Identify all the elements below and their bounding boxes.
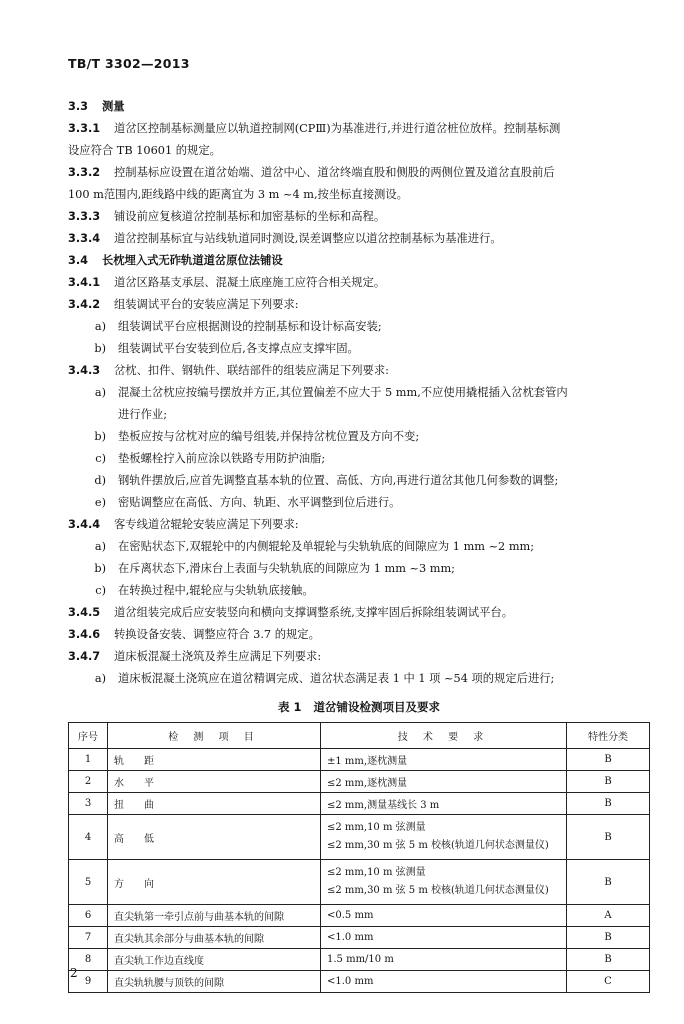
row-item: 水 平 — [108, 771, 321, 793]
row-item: 轨 距 — [108, 749, 321, 771]
clause-text: 岔枕、扣件、钢轨件、联结部件的组装应满足下列要求: — [114, 364, 389, 377]
requirement-line: ≤2 mm,10 m 弦测量 — [327, 867, 426, 878]
requirement-line: <1.0 mm — [327, 976, 374, 987]
clause-line — [68, 140, 650, 162]
list-item-label: c) — [95, 452, 106, 465]
list-item-text: 垫板螺栓拧入前应涂以铁路专用防护油脂; — [118, 452, 326, 465]
requirement-line: 1.5 mm/10 m — [327, 954, 394, 965]
table-header-text: 检 测 项 目 — [168, 732, 260, 743]
row-requirement — [321, 749, 567, 771]
row-requirement — [321, 793, 567, 815]
row-number: 6 — [69, 905, 108, 927]
clause-number: 3.3.1 — [68, 122, 101, 135]
list-item-text: 在斥离状态下,滑床台上表面与尖轨轨底的间隙应为 1 mm ~3 mm; — [118, 562, 455, 575]
clause-line — [68, 162, 650, 184]
list-item-label: c) — [95, 584, 106, 597]
row-requirement — [321, 905, 567, 927]
row-class: B — [567, 793, 650, 815]
clause-line — [68, 646, 650, 668]
list-item — [68, 580, 650, 602]
requirement-line: <0.5 mm — [327, 910, 374, 921]
section-heading — [68, 250, 650, 272]
inspection-table — [68, 722, 650, 993]
list-item — [68, 404, 650, 426]
table-row — [69, 927, 650, 949]
clause-number: 3.3.2 — [68, 166, 101, 179]
table-row — [69, 949, 650, 971]
list-item-text: 在转换过程中,辊轮应与尖轨轨底接触。 — [118, 584, 314, 597]
clause-number: 3.3.3 — [68, 210, 101, 223]
list-item — [68, 470, 650, 492]
clause-line — [68, 624, 650, 646]
row-class: A — [567, 905, 650, 927]
list-item-label: b) — [94, 342, 106, 355]
row-item: 直尖轨轨腰与顶铁的间隙 — [108, 971, 321, 993]
list-item — [68, 338, 650, 360]
requirement-line: ≤2 mm,30 m 弦 5 m 校核(轨道几何状态测量仪) — [327, 885, 549, 896]
list-item-text: 密贴调整应在高低、方向、轨距、水平调整到位后进行。 — [118, 496, 401, 509]
row-item: 直尖轨工作边直线度 — [108, 949, 321, 971]
row-requirement — [321, 815, 567, 860]
row-number: 3 — [69, 793, 108, 815]
list-item-label: a) — [94, 540, 106, 553]
clause-line — [68, 360, 650, 382]
row-item: 扭 曲 — [108, 793, 321, 815]
list-item — [68, 668, 650, 690]
table-header-cell — [69, 723, 108, 749]
clause-text: 控制基标应设置在道岔始端、道岔中心、道岔终端直股和侧股的两侧位置及道岔直股前后 — [114, 166, 555, 179]
clause-text: 道岔区路基支承层、混凝土底座施工应符合相关规定。 — [114, 276, 386, 289]
list-item-label: a) — [94, 320, 106, 333]
row-number: 5 — [69, 860, 108, 905]
list-item — [68, 558, 650, 580]
clause-line — [68, 228, 650, 250]
row-number: 2 — [69, 771, 108, 793]
section-title: 测量 — [101, 100, 125, 113]
row-number: 8 — [69, 949, 108, 971]
requirement-line: ≤2 mm,30 m 弦 5 m 校核(轨道几何状态测量仪) — [327, 840, 549, 851]
clause-number: 3.3.4 — [68, 232, 101, 245]
requirement-line: ≤2 mm,10 m 弦测量 — [327, 822, 426, 833]
row-class: B — [567, 771, 650, 793]
row-item: 方 向 — [108, 860, 321, 905]
list-item — [68, 536, 650, 558]
row-class: B — [567, 815, 650, 860]
table-caption-title: 道岔铺设检测项目及要求 — [313, 700, 440, 714]
list-item-text: 垫板应按与岔枕对应的编号组装,并保持岔枕位置及方向不变; — [118, 430, 420, 443]
clause-number: 3.4.6 — [68, 628, 101, 641]
row-requirement — [321, 860, 567, 905]
table-row — [69, 860, 650, 905]
list-item — [68, 492, 650, 514]
table-caption-number: 表 1 — [277, 700, 302, 714]
list-item-text: 道床板混凝土浇筑应在道岔精调完成、道岔状态满足表 1 中 1 项 ~54 项的规定后进行; — [118, 672, 555, 685]
clause-number: 3.4.2 — [68, 298, 101, 311]
table-row — [69, 905, 650, 927]
row-requirement — [321, 949, 567, 971]
list-item-label: a) — [94, 672, 106, 685]
clause-text: 100 m范围内,距线路中线的距离宜为 3 m ~4 m,按坐标直接测设。 — [68, 188, 408, 201]
list-item-text: 混凝土岔枕应按编号摆放并方正,其位置偏差不应大于 5 mm,不应使用撬棍插入岔枕套管内 — [118, 386, 568, 399]
table-row — [69, 815, 650, 860]
row-class: C — [567, 971, 650, 993]
list-item — [68, 448, 650, 470]
list-item-text: 组装调试平台应根据测设的控制基标和设计标高安装; — [118, 320, 382, 333]
table-header-text: 技 术 要 求 — [397, 732, 490, 743]
clause-text: 组装调试平台的安装应满足下列要求: — [114, 298, 299, 311]
table-header-cell — [321, 723, 567, 749]
row-class: B — [567, 749, 650, 771]
row-requirement — [321, 971, 567, 993]
clause-line — [68, 118, 650, 140]
row-number: 1 — [69, 749, 108, 771]
clause-number: 3.4.1 — [68, 276, 101, 289]
clause-line — [68, 294, 650, 316]
requirement-line: ±1 mm,逐枕测量 — [327, 756, 408, 767]
section-heading — [68, 96, 650, 118]
row-item: 直尖轨第一牵引点前与曲基本轨的间隙 — [108, 905, 321, 927]
row-number: 9 — [69, 971, 108, 993]
clause-line — [68, 272, 650, 294]
clause-text: 道岔控制基标宜与站线轨道同时测设,误差调整应以道岔控制基标为基准进行。 — [114, 232, 502, 245]
table-header-cell — [567, 723, 650, 749]
section-title: 长枕埋入式无砟轨道道岔原位法铺设 — [101, 254, 283, 267]
requirement-line: ≤2 mm,逐枕测量 — [327, 778, 408, 789]
list-item — [68, 316, 650, 338]
document-body — [68, 96, 650, 993]
list-item-text: 进行作业; — [118, 408, 167, 421]
table-row — [69, 749, 650, 771]
clause-number: 3.4.5 — [68, 606, 101, 619]
clause-line — [68, 514, 650, 536]
clause-text: 道床板混凝土浇筑及养生应满足下列要求: — [114, 650, 322, 663]
row-requirement — [321, 771, 567, 793]
clause-number: 3.4.3 — [68, 364, 101, 377]
table-header-row — [69, 723, 650, 749]
list-item — [68, 426, 650, 448]
row-class: B — [567, 927, 650, 949]
table-caption — [68, 696, 650, 718]
requirement-line: <1.0 mm — [327, 932, 374, 943]
clause-line — [68, 602, 650, 624]
table-row — [69, 771, 650, 793]
row-item: 高 低 — [108, 815, 321, 860]
clause-text: 铺设前应复核道岔控制基标和加密基标的坐标和高程。 — [114, 210, 386, 223]
list-item — [68, 382, 650, 404]
table-header-text: 序号 — [78, 732, 98, 743]
list-item-text: 钢轨件摆放后,应首先调整直基本轨的位置、高低、方向,再进行道岔其他几何参数的调整; — [118, 474, 559, 487]
table-header-cell — [108, 723, 321, 749]
row-number: 4 — [69, 815, 108, 860]
document-code: TB/T 3302—2013 — [68, 56, 190, 71]
section-number: 3.4 — [68, 254, 89, 267]
list-item-text: 组装调试平台安装到位后,各支撑点应支撑牢固。 — [118, 342, 359, 355]
list-item-label: b) — [94, 562, 106, 575]
clause-text: 道岔区控制基标测量应以轨道控制网(CPⅢ)为基准进行,并进行道岔桩位放样。控制基标测 — [114, 122, 561, 135]
table-row — [69, 793, 650, 815]
list-item-label: d) — [94, 474, 106, 487]
clause-number: 3.4.7 — [68, 650, 101, 663]
list-item-label: b) — [94, 430, 106, 443]
clause-line — [68, 206, 650, 228]
clause-line — [68, 184, 650, 206]
clause-text: 设应符合 TB 10601 的规定。 — [68, 144, 221, 157]
list-item-label: a) — [94, 386, 106, 399]
row-number: 7 — [69, 927, 108, 949]
requirement-line: ≤2 mm,测量基线长 3 m — [327, 800, 440, 811]
row-requirement — [321, 927, 567, 949]
row-class: B — [567, 949, 650, 971]
list-item-label: e) — [94, 496, 106, 509]
row-class: B — [567, 860, 650, 905]
clause-text: 转换设备安装、调整应符合 3.7 的规定。 — [114, 628, 320, 641]
page-number: 2 — [70, 966, 78, 980]
table-header-text: 特性分类 — [588, 732, 628, 743]
clause-number: 3.4.4 — [68, 518, 101, 531]
clause-text: 客专线道岔辊轮安装应满足下列要求: — [114, 518, 299, 531]
clause-text: 道岔组装完成后应安装竖向和横向支撑调整系统,支撑牢固后拆除组装调试平台。 — [114, 606, 513, 619]
row-item: 直尖轨其余部分与曲基本轨的间隙 — [108, 927, 321, 949]
section-number: 3.3 — [68, 100, 89, 113]
table-row — [69, 971, 650, 993]
list-item-text: 在密贴状态下,双辊轮中的内侧辊轮及单辊轮与尖轨轨底的间隙应为 1 mm ~2 mm; — [118, 540, 535, 553]
